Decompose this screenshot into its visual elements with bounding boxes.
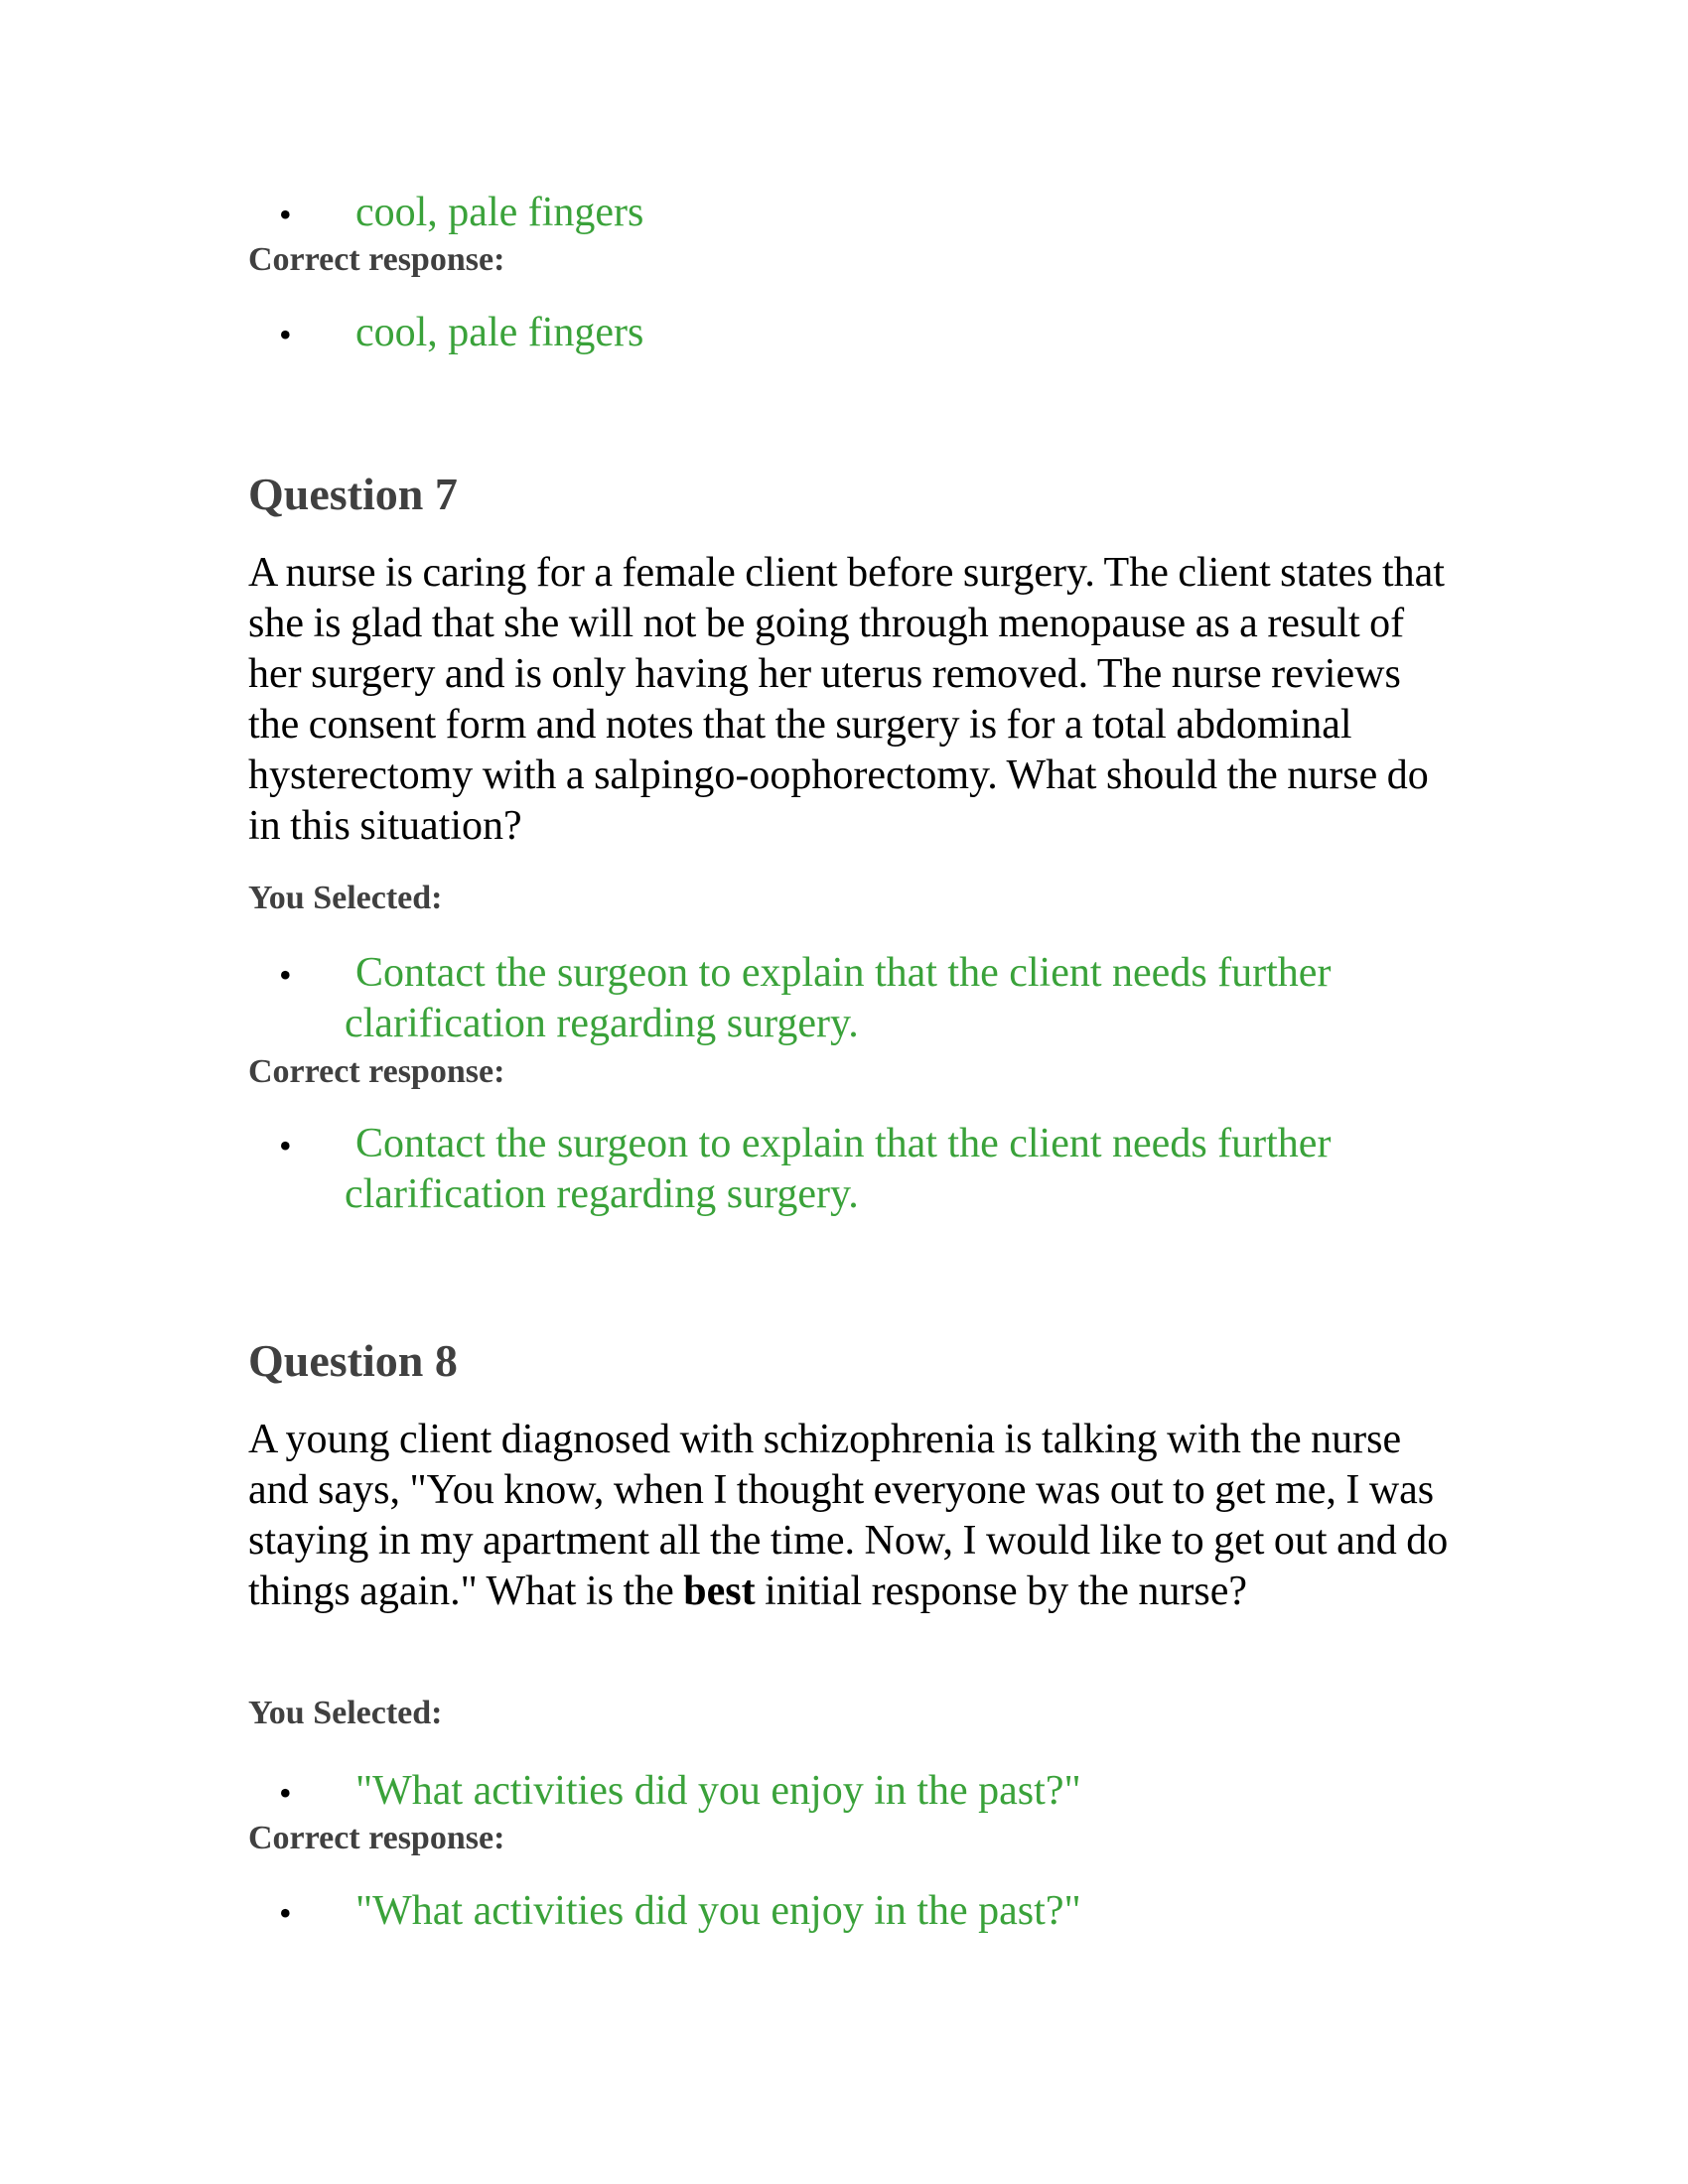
q8-prompt xyxy=(248,1415,1460,1617)
q6-correct-label: Correct response: xyxy=(248,241,505,278)
q7-selected-answer: Contact the surgeon to explain that the client needs further clarification regarding surgery. xyxy=(345,950,1332,1046)
q7-selected-label: You Selected: xyxy=(248,880,443,916)
q8-selected-label: You Selected: xyxy=(248,1695,443,1731)
q8-correct-answer: "What activities did you enjoy in the past?" xyxy=(355,1888,1081,1934)
q8-correct-label: Correct response: xyxy=(248,1820,505,1856)
q6-selected-answer: cool, pale fingers xyxy=(355,190,644,235)
q8-prompt-after: initial response by the nurse? xyxy=(755,1569,1248,1614)
q8-prompt-emphasis: best xyxy=(683,1569,756,1614)
bullet-icon: • xyxy=(279,1126,292,1165)
q8-selected-answer: "What activities did you enjoy in the past?" xyxy=(355,1768,1081,1814)
q7-correct-label: Correct response: xyxy=(248,1053,505,1090)
bullet-icon: • xyxy=(279,315,292,354)
q7-heading: Question 7 xyxy=(248,469,458,519)
q6-correct-answer: cool, pale fingers xyxy=(355,310,644,355)
q7-prompt: A nurse is caring for a female client before surgery. The client states that she is glad that she will not be going through menopause as a result of her surgery and is only having her uterus removed. The nurse reviews the consent form and notes that the surgery is for a total abdominal hysterectomy with a salpingo-oophorectomy. What should the nurse do in this situation? xyxy=(248,550,1445,849)
bullet-icon: • xyxy=(279,955,292,995)
q8-prompt-before: A young client diagnosed with schizophrenia is talking with the nurse and says, "You know, when I thought everyone was out to get me, I was staying in my apartment all the time. Now, I would like to get out and do things again." What is the xyxy=(248,1417,1449,1614)
bullet-icon: • xyxy=(279,195,292,234)
q7-correct-answer: Contact the surgeon to explain that the client needs further clarification regarding surgery. xyxy=(345,1121,1332,1217)
bullet-icon: • xyxy=(279,1773,292,1813)
bullet-icon: • xyxy=(279,1893,292,1933)
q8-heading: Question 8 xyxy=(248,1335,458,1386)
